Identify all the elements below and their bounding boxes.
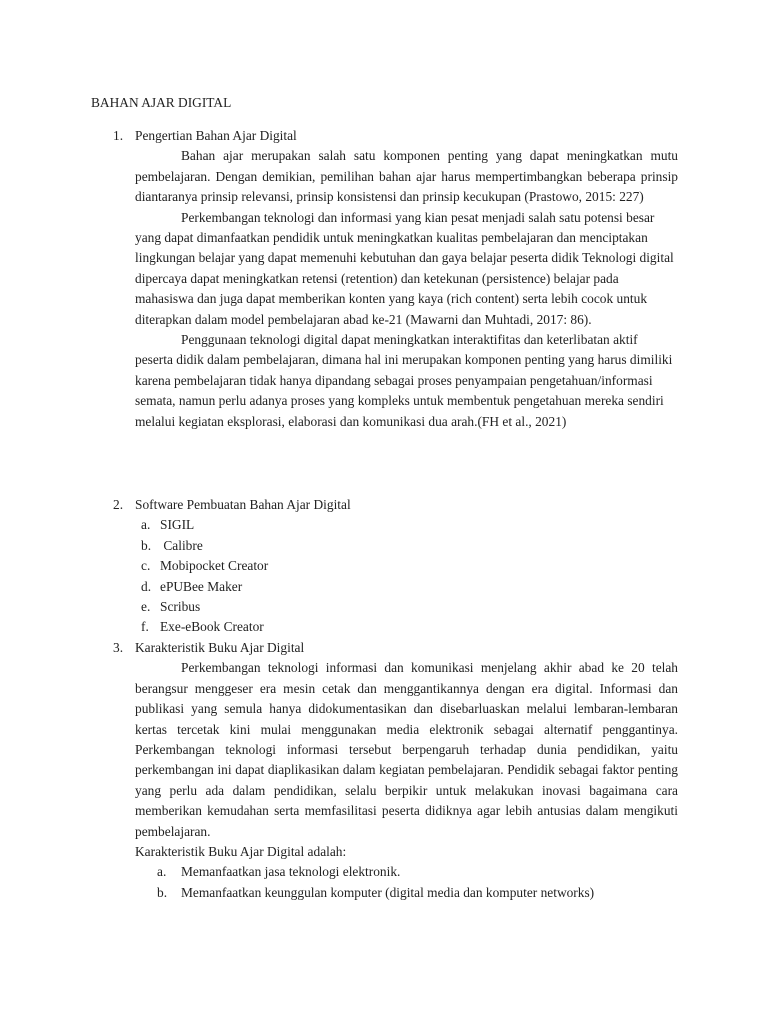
list-marker: d. — [141, 578, 152, 594]
list-item-text: Memanfaatkan keunggulan komputer (digital media dan komputer networks) — [181, 884, 595, 900]
paragraph: Perkembangan teknologi dan informasi yang kian pesat menjadi salah satu potensi besar yang dapat dimanfaatkan pendidik untuk meningkatkan kualitas pembelajaran dan menciptakan lingkungan belajar yang dapat memenuhi kebutuhan dan gaya belajar peserta didik Teknologi digital dipercaya dapat meningkatkan retensi (retention) dan ketekunan (persistence) belajar pada mahasiswa dan juga dapat memberikan konten yang kaya (rich content) serta lebih cocok untuk diterapkan dalam model pembelajaran abad ke-21 (Mawarni dan Muhtadi, 2017: 86). — [135, 209, 674, 327]
list-item-text: Memanfaatkan jasa teknologi elektronik. — [181, 864, 401, 880]
list-marker: c. — [141, 558, 151, 574]
list-intro: Karakteristik Buku Ajar Digital adalah: — [135, 844, 347, 860]
section-title: Software Pembuatan Bahan Ajar Digital — [135, 497, 351, 512]
list-marker: f. — [141, 619, 149, 635]
section-heading — [113, 495, 678, 515]
list-item — [135, 862, 678, 882]
section-heading — [113, 638, 678, 658]
list-item-text: Calibre — [160, 537, 203, 553]
list-item-text: Exe-eBook Creator — [160, 619, 264, 635]
paragraph: Bahan ajar merupakan salah satu komponen penting yang dapat meningkatkan mutu pembelajaran. Dengan demikian, pemilihan bahan ajar harus mempertimbangkan beberapa prinsip diantaranya prinsip relevansi, prinsip konsistensi dan prinsip kecukupan (Prastowo, 2015: 227) — [135, 148, 678, 205]
section-body — [135, 658, 678, 862]
software-list — [135, 515, 678, 637]
section-body — [135, 146, 678, 432]
list-marker: a. — [141, 517, 151, 533]
list-item — [135, 597, 678, 617]
list-marker: e. — [141, 599, 151, 615]
section-title: Karakteristik Buku Ajar Digital — [135, 640, 305, 655]
section-title: Pengertian Bahan Ajar Digital — [135, 128, 297, 143]
list-item — [135, 556, 678, 576]
list-item — [135, 883, 678, 903]
section-number: 2. — [113, 497, 124, 512]
list-item — [135, 617, 678, 637]
list-marker: b. — [157, 884, 168, 900]
section-number: 1. — [113, 128, 124, 143]
list-item — [135, 577, 678, 597]
list-item — [135, 515, 678, 535]
section-karakteristik — [113, 638, 678, 903]
characteristics-list — [135, 862, 678, 903]
list-item-text: Scribus — [160, 599, 201, 615]
section-number: 3. — [113, 640, 124, 655]
section-pengertian — [113, 126, 678, 432]
list-item-text: Mobipocket Creator — [160, 558, 269, 574]
paragraph: Penggunaan teknologi digital dapat meningkatkan interaktifitas dan keterlibatan aktif peserta didik dalam pembelajaran, dimana hal ini merupakan komponen penting yang harus dimiliki karena pembelajaran tidak hanya dipandang sebagai proses penyampaian pengetahuan/informasi semata, namun perlu adanya proses yang kompleks untuk membentuk pengetahuan mereka sendiri melalui kegiatan eksplorasi, elaborasi dan komunikasi dua arah.(FH et al., 2021) — [135, 332, 673, 429]
document-title: BAHAN AJAR DIGITAL — [91, 95, 232, 110]
list-item-text: SIGIL — [160, 517, 195, 533]
section-software — [113, 495, 678, 638]
paragraph: Perkembangan teknologi informasi dan komunikasi menjelang akhir abad ke 20 telah berangsur menggeser era mesin cetak dan menggantikannya dengan era digital. Informasi dan publikasi yang semula hanya didokumentasikan dan disebarluaskan melalui lembaran-lembaran kertas tercetak kini mulai menggunakan media elektronik sebagai alternatif penggantinya. Perkembangan teknologi informasi tersebut berpengaruh terhadap dunia pendidikan, yaitu perkembangan ini dapat diaplikasikan dalam kegiatan pembelajaran. Pendidik sebagai faktor penting yang perlu ada dalam pendidikan, selalu berpikir untuk melakukan inovasi bagaimana cara memberikan kemudahan serta memfasilitasi peserta didiknya agar lebih antusias dalam mengikuti pembelajaran. — [135, 660, 678, 839]
list-marker: a. — [157, 864, 167, 880]
list-item — [135, 536, 678, 556]
list-item-text: ePUBee Maker — [160, 578, 243, 594]
list-marker: b. — [141, 537, 152, 553]
section-heading — [113, 126, 678, 146]
